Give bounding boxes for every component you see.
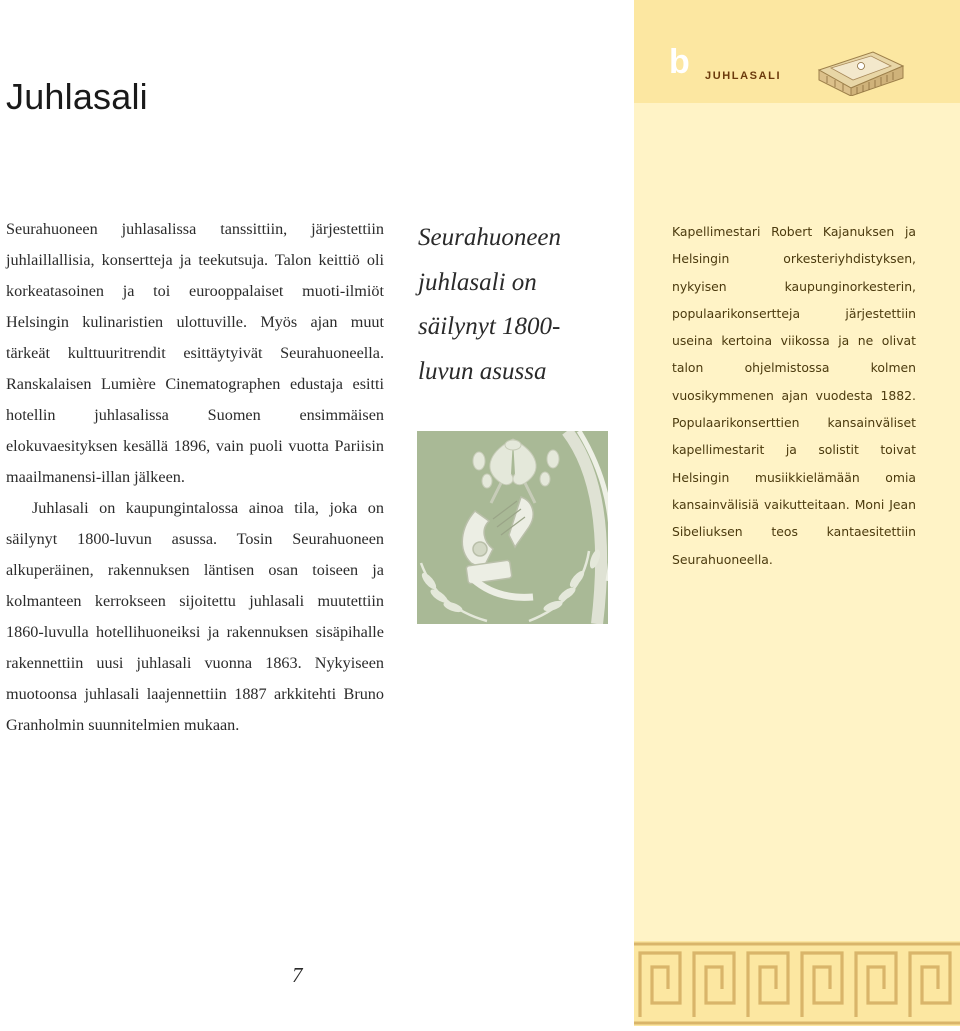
pull-quote-line: juhlasali on — [418, 268, 537, 296]
meander-ornament-icon — [634, 941, 960, 1026]
body-paragraph: Juhlasali on kaupungintalossa ainoa tila, joka on säilynyt 1800-luvun asussa. Tosin Seurahuoneen alkuperäinen, rakennuksen läntisen osan toiseen ja kolmanteen kerrokseen sijoitettu juhlasali muutettiin 1860-luvulla hotellihuoneiksi ja rakennuksen sisäpihalle rakennettiin uusi juhlasali vuonna 1863. Nykyiseen muotoonsa juhlasali laajennettiin 1887 arkkitehti Bruno Granholmin suunnitelmien mukaan. — [6, 499, 384, 734]
building-icon — [817, 44, 905, 96]
section-letter: b — [669, 43, 690, 81]
pull-quote-line: luvun asussa — [418, 357, 547, 385]
pull-quote-line: Seurahuoneen — [418, 224, 562, 251]
lyre-relief-icon — [417, 431, 608, 624]
pull-quote — [418, 216, 618, 394]
sidebar-header — [634, 0, 960, 103]
pull-quote-line: säilynyt 1800- — [418, 313, 561, 340]
sidebar-panel — [634, 0, 960, 1026]
lyre-ornament-photo — [417, 431, 608, 624]
page-number: 7 — [292, 963, 303, 987]
body-paragraph: Seurahuoneen juhlasalissa tanssittiin, järjestettiin juhlaillallisia, konsertteja ja teekutsuja. Talon keittiö oli korkeatasoinen ja toi eurooppalaiset muoti-ilmiöt Helsingin kulinaristien ulottuville. Myös ajan muut tärkeät kulttuuritrendit esittäytyivät Seurahuoneella. Ranskalaisen Lumière Cinematographen edustaja esitti hotellin juhlasalissa Suomen ensimmäisen elokuvaesityksen kesällä 1896, vain puoli vuotta Pariisin maailmanensi-illan jälkeen. — [6, 220, 384, 486]
section-label: JUHLASALI — [705, 70, 782, 82]
sidebar-text: Kapellimestari Robert Kajanuksen ja Helsingin orkesteriyhdistyksen, nykyisen kaupunginorkesterin, populaarikonsertteja järjestettiin useina kertoina viikossa ja ne olivat talon ohjelmistossa kolmen vuosikymmenen ajan vuodesta 1882. Populaarikonserttien kansainväliset kapellimestarit ja solistit toivat Helsingin musiikkielämään omia kansainvälisiä vaikutteitaan. Moni Jean Sibeliuksen teos kantaesitettiin Seurahuoneella. — [672, 224, 916, 567]
meander-border — [634, 941, 960, 1026]
page-title: Juhlasali — [6, 76, 148, 117]
main-text-column — [6, 214, 384, 741]
